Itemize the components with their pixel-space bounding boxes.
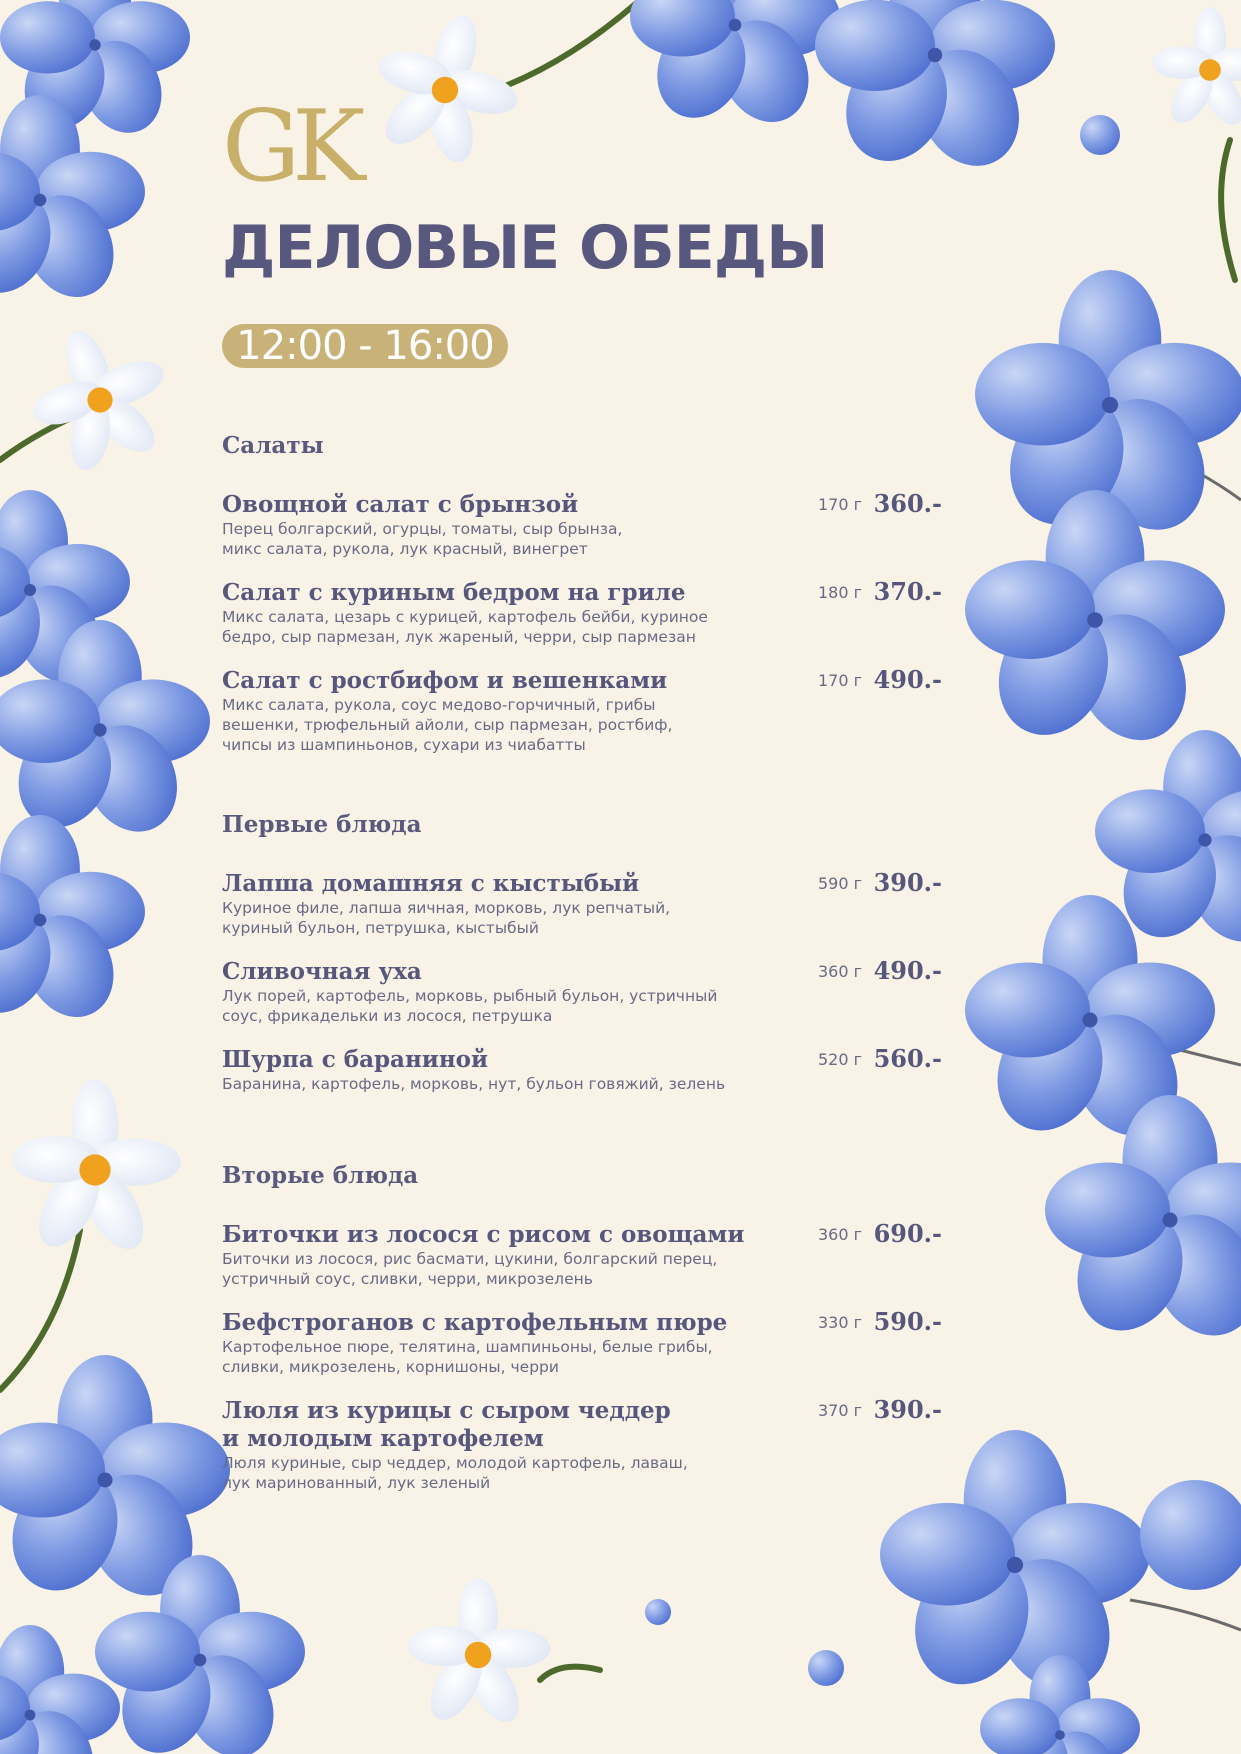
item-description: Куриное филе, лапша яичная, морковь, лук репчатый, куриный бульон, петрушка, кыстыбый (222, 899, 671, 937)
menu-item (222, 579, 942, 647)
menu-item (222, 491, 942, 559)
item-description: Баранина, картофель, морковь, нут, бульон говяжий, зелень (222, 1075, 726, 1093)
item-weight: 590 г (817, 874, 862, 893)
item-description: Люля куриные, сыр чеддер, молодой картофель, лаваш, лук маринованный, лук зеленый (222, 1454, 688, 1492)
item-description: Микс салата, цезарь с курицей, картофель бейби, куриное бедро, сыр пармезан, лук жареный, черри, сыр пармезан (222, 608, 708, 646)
item-description: Картофельное пюре, телятина, шампиньоны, белые грибы, сливки, микрозелень, корнишоны, черри (222, 1338, 713, 1376)
menu-item (222, 1046, 942, 1106)
item-weight: 170 г (817, 671, 862, 690)
menu-item (222, 870, 942, 938)
menu-section (222, 432, 942, 755)
section-title: Салаты (222, 432, 324, 459)
section-title: Первые блюда (222, 811, 422, 838)
item-name: Шурпа с бараниной (222, 1046, 489, 1073)
hours-badge: 12:00 - 16:00 (222, 324, 508, 368)
item-price: 360.- (873, 489, 942, 518)
item-weight: 330 г (817, 1313, 862, 1332)
item-name: Люля из курицы с сыром чеддер и молодым картофелем (222, 1397, 671, 1452)
menu (222, 424, 942, 1549)
section-title: Вторые блюда (222, 1162, 419, 1189)
item-name: Лапша домашняя с кыстыбый (222, 870, 640, 897)
item-weight: 170 г (817, 495, 862, 514)
item-name: Салат с куриным бедром на гриле (222, 579, 686, 606)
item-name: Овощной салат с брынзой (222, 491, 579, 518)
item-weight: 360 г (817, 1225, 862, 1244)
item-price: 590.- (873, 1307, 942, 1336)
item-description: Лук порей, картофель, морковь, рыбный бульон, устричный соус, фрикадельки из лосося, петрушка (222, 987, 718, 1025)
item-description: Перец болгарский, огурцы, томаты, сыр брынза, микс салата, рукола, лук красный, винегрет (222, 520, 623, 558)
item-description: Биточки из лосося, рис басмати, цукини, болгарский перец, устричный соус, сливки, черри, микрозелень (222, 1250, 718, 1288)
item-name: Бефстроганов с картофельным пюре (222, 1309, 728, 1336)
item-weight: 370 г (817, 1401, 862, 1420)
item-name: Сливочная уха (222, 958, 422, 985)
item-price: 690.- (873, 1219, 942, 1248)
item-weight: 520 г (817, 1050, 862, 1069)
brand-logo: GK (222, 90, 358, 204)
menu-section (222, 811, 942, 1106)
item-price: 370.- (873, 577, 942, 606)
item-price: 390.- (873, 868, 942, 897)
item-price: 490.- (873, 956, 942, 985)
item-weight: 180 г (817, 583, 862, 602)
item-name: Биточки из лосося с рисом с овощами (222, 1221, 745, 1248)
page-title: ДЕЛОВЫЕ ОБЕДЫ (222, 213, 828, 283)
menu-section (222, 1162, 942, 1493)
menu-item (222, 1221, 942, 1289)
menu-item (222, 1309, 942, 1377)
item-description: Микс салата, рукола, соус медово-горчичный, грибы вешенки, трюфельный айоли, сыр пармезан, ростбиф, чипсы из шампиньонов, сухари из чиабатты (222, 696, 673, 754)
item-price: 560.- (873, 1044, 942, 1073)
menu-item (222, 958, 942, 1026)
item-price: 390.- (873, 1395, 942, 1424)
menu-item (222, 1397, 942, 1493)
item-price: 490.- (873, 665, 942, 694)
item-name: Салат с ростбифом и вешенками (222, 667, 668, 694)
item-weight: 360 г (817, 962, 862, 981)
menu-item (222, 667, 942, 755)
